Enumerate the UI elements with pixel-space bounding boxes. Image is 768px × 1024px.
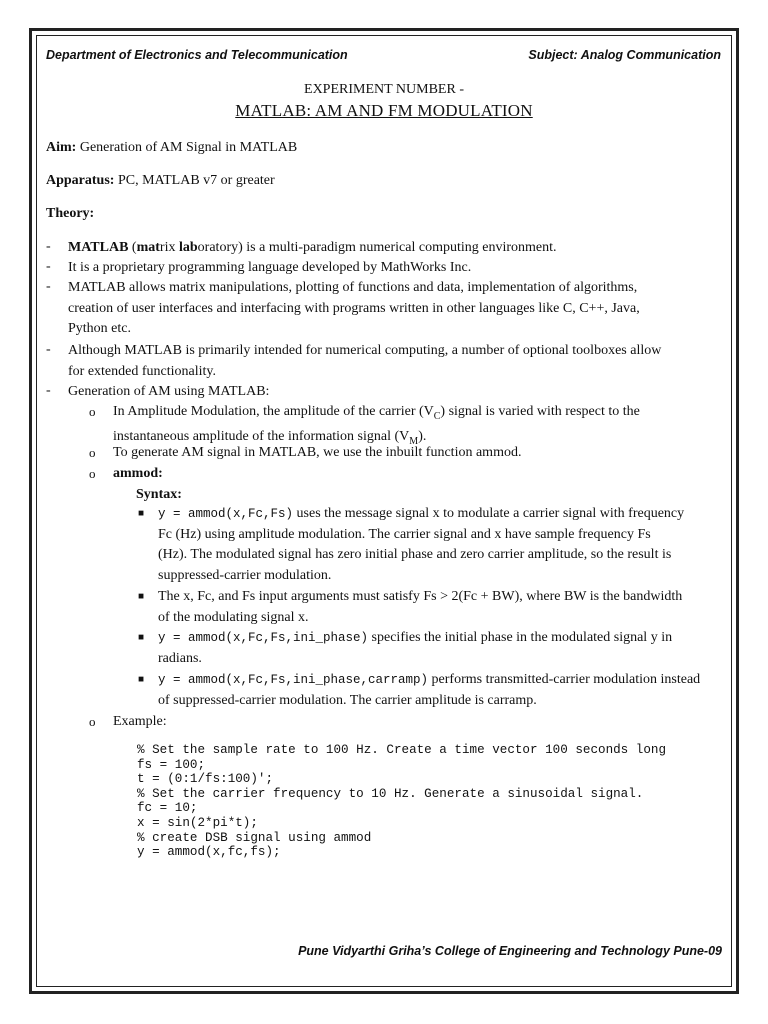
dash-bullet: - xyxy=(46,383,51,398)
syntax-item-3: y = ammod(x,Fc,Fs,ini_phase) specifies the initial phase in the modulated signal y in radians. xyxy=(158,630,673,666)
bullet-4: Although MATLAB is primarily intended for numerical computing, a number of optional toolboxes allow for extended functionality. xyxy=(68,343,662,379)
syntax-item-1: y = ammod(x,Fc,Fs) uses the message signal x to modulate a carrier signal with frequency Fc (Hz) using amplitude modulation. The carrier signal and x have sample frequency Fs (Hz). The modulated signal has zero initial phase and zero carrier amplitude, so the result is suppressed-carrier modulation. xyxy=(158,506,685,583)
department-label: Department of Electronics and Telecommunication xyxy=(46,48,348,62)
theory-heading: Theory: xyxy=(46,206,95,221)
syntax-item-4: y = ammod(x,Fc,Fs,ini_phase,carramp) performs transmitted-carrier modulation instead of suppressed-carrier modulation. The carrier amplitude is carramp. xyxy=(158,672,701,708)
syntax-heading: Syntax: xyxy=(136,487,182,502)
apparatus-text: PC, MATLAB v7 or greater xyxy=(114,173,275,188)
aim-line xyxy=(46,138,297,158)
syntax-item-2: The x, Fc, and Fs input arguments must satisfy Fs > 2(Fc + BW), where BW is the bandwidth of the modulating signal x. xyxy=(158,589,683,625)
example-label: Example: xyxy=(113,714,167,729)
dash-bullet: - xyxy=(46,259,51,274)
square-bullet-icon: ■ xyxy=(138,591,145,602)
code-example: % Set the sample rate to 100 Hz. Create a time vector 100 seconds long fs = 100; t = (0:1/fs:100)'; % Set the carrier frequency to 10 Hz. Generate a sinusoidal signal. fc = 10; x = sin(2*pi*t); % create DSB signal using ammod y = ammod(x,fc,fs); xyxy=(137,743,667,860)
bullet-1: MATLAB (matrix laboratory) is a multi-paradigm numerical computing environment. xyxy=(68,240,557,255)
subject-label: Subject: Analog Communication xyxy=(528,48,721,62)
aim-label: Aim: xyxy=(46,140,77,155)
bullet-3: MATLAB allows matrix manipulations, plotting of functions and data, implementation of algorithms, creation of user interfaces and interfacing with programs written in other languages like C, C++, Java, Python etc. xyxy=(68,280,640,336)
sub-bullet-2: To generate AM signal in MATLAB, we use the inbuilt function ammod. xyxy=(113,445,522,460)
sub-bullet-1: In Amplitude Modulation, the amplitude of the carrier $(V_C)$ signal is varied with respect to the instantaneous amplitude of the information signal $(V_M)$. xyxy=(113,404,640,448)
circle-bullet-icon: o xyxy=(89,714,96,729)
dash-bullet: - xyxy=(46,239,51,254)
apparatus-line xyxy=(46,171,275,191)
aim-text: Generation of AM Signal in MATLAB xyxy=(76,140,298,155)
dash-bullet: - xyxy=(46,342,51,357)
circle-bullet-icon: o xyxy=(89,466,96,481)
apparatus-label: Apparatus: xyxy=(46,173,115,188)
circle-bullet-icon: o xyxy=(89,445,96,460)
bullet-2: It is a proprietary programming language developed by MathWorks Inc. xyxy=(68,260,472,275)
experiment-number: EXPERIMENT NUMBER - xyxy=(304,82,464,97)
square-bullet-icon: ■ xyxy=(138,674,145,685)
page-title: MATLAB: AM AND FM MODULATION xyxy=(235,101,533,120)
page-footer: Pune Vidyarthi Griha’s College of Engineering and Technology Pune-09 xyxy=(298,944,722,958)
dash-bullet: - xyxy=(46,279,51,294)
bullet-5: Generation of AM using MATLAB: xyxy=(68,384,270,399)
sub-bullet-3: ammod: xyxy=(113,466,163,481)
circle-bullet-icon: o xyxy=(89,404,96,419)
square-bullet-icon: ■ xyxy=(138,632,145,643)
square-bullet-icon: ■ xyxy=(138,508,145,519)
